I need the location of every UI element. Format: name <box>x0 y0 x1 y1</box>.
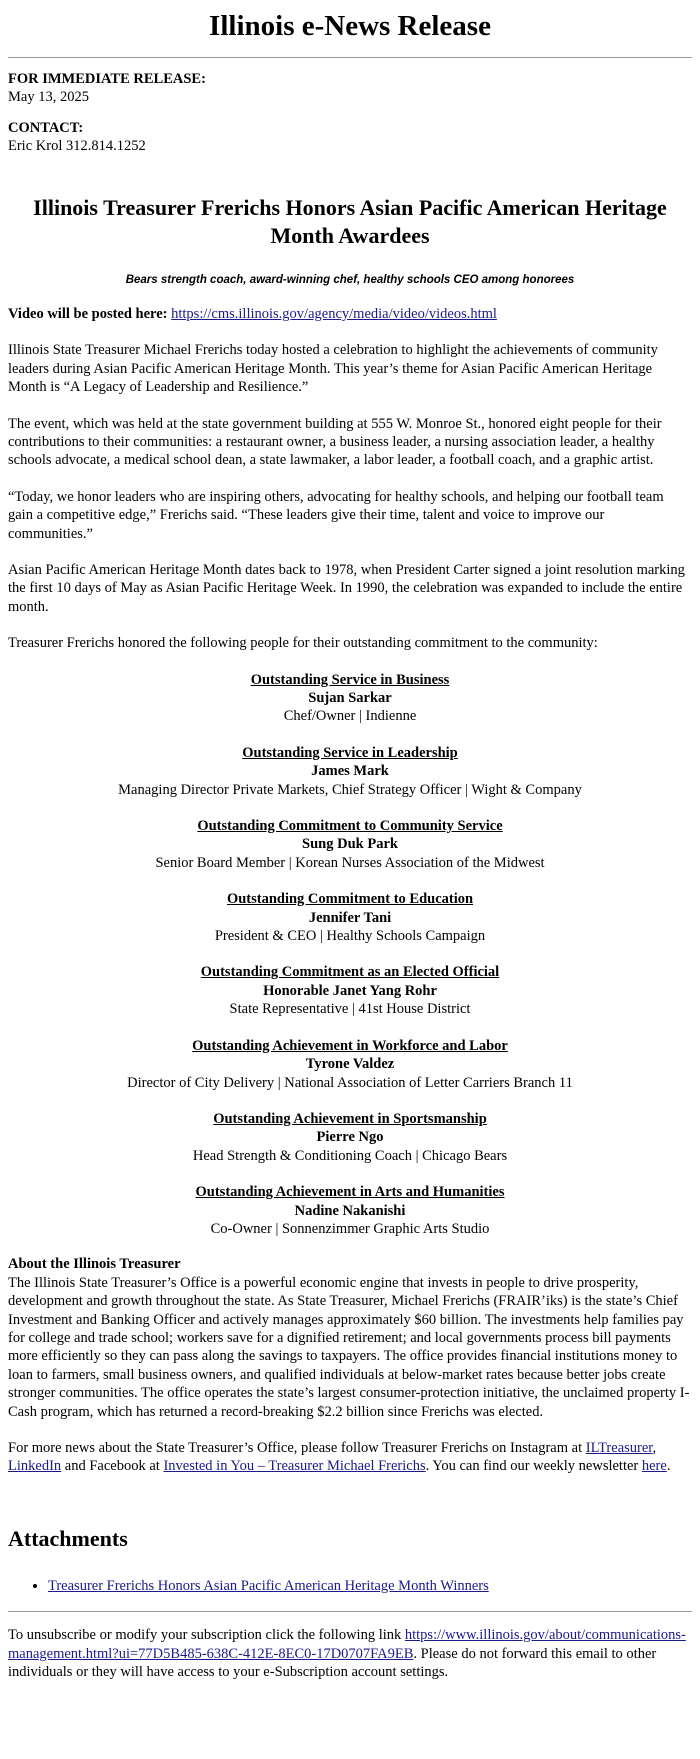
award-item <box>8 963 692 1018</box>
award-category: Outstanding Achievement in Sportsmanship <box>213 1110 487 1127</box>
award-category: Outstanding Achievement in Arts and Humanities <box>195 1184 505 1201</box>
unsubscribe-link[interactable]: https://www.illinois.gov/about/communications-management.html?ui=77D5B485-638C-412E-8EC0-17D0707FA9EB <box>8 1627 686 1662</box>
footer-intro: To unsubscribe or modify your subscription click the following link <box>8 1627 405 1644</box>
award-title: Head Strength & Conditioning Coach | Chicago Bears <box>192 1147 508 1164</box>
paragraph-event: The event, which was held at the state government building at 555 W. Monroe St., honored eight people for their contributions to their communities: a restaurant owner, a business leader, a nursing association leader, a healthy schools advocate, a medical school dean, a state lawmaker, a labor leader, a football coach, and a graphic artist. <box>8 415 662 469</box>
award-title: Managing Director Private Markets, Chief Strategy Officer | Wight & Company <box>118 781 582 798</box>
linkedin-link[interactable]: LinkedIn <box>8 1458 62 1475</box>
follow-text: . You can find our weekly newsletter <box>425 1458 642 1475</box>
facebook-link[interactable]: Invested in You – Treasurer Michael Frerichs <box>163 1458 426 1475</box>
award-item <box>8 890 692 945</box>
headline: Illinois Treasurer Frerichs Honors Asian Pacific American Heritage Month Awardees <box>33 195 667 249</box>
award-title: State Representative | 41st House District <box>229 1001 471 1018</box>
award-category: Outstanding Commitment to Education <box>226 891 474 908</box>
contact-label: CONTACT: <box>8 119 84 136</box>
paragraph-history: Asian Pacific American Heritage Month dates back to 1978, when President Carter signed a joint resolution marking the first 10 days of May as Asian Pacific Heritage Week. In 1990, the celebration was expanded to include the entire month. <box>8 561 685 615</box>
footer-divider <box>8 1611 692 1612</box>
about-heading: About the Illinois Treasurer <box>8 1256 181 1273</box>
video-link[interactable]: https://cms.illinois.gov/agency/media/video/videos.html <box>171 305 497 322</box>
award-title: Director of City Delivery | National Association of Letter Carriers Branch 11 <box>127 1074 573 1091</box>
award-item <box>8 671 692 726</box>
masthead-title: Illinois e-News Release <box>8 0 692 58</box>
award-category: Outstanding Achievement in Workforce and Labor <box>192 1037 508 1054</box>
award-name: Sung Duk Park <box>302 836 398 853</box>
contact-info <box>8 119 692 156</box>
award-name: Sujan Sarkar <box>308 690 392 707</box>
award-name: Jennifer Tani <box>308 909 392 926</box>
award-item <box>8 744 692 799</box>
award-item <box>8 1037 692 1092</box>
award-name: Nadine Nakanishi <box>294 1202 406 1219</box>
footer-notice: . Please do not forward this email to other individuals or they will have access to your e-Subscription account settings. <box>8 1645 657 1680</box>
newsletter-link[interactable]: here <box>641 1458 667 1475</box>
release-label: FOR IMMEDIATE RELEASE: <box>8 70 206 87</box>
release-info <box>8 70 692 107</box>
award-category: Outstanding Service in Business <box>250 671 450 688</box>
award-item <box>8 1110 692 1165</box>
award-category: Outstanding Commitment as an Elected Official <box>200 964 500 981</box>
follow-text: For more news about the State Treasurer’s Office, please follow Treasurer Frerichs on Instagram at <box>8 1440 586 1457</box>
about-section <box>8 1255 692 1421</box>
about-body: The Illinois State Treasurer’s Office is a powerful economic engine that invests in people to drive prosperity, development and growth throughout the state. As State Treasurer, Michael Frerichs (FRAIR’iks) is the state’s Chief Investment and Banking Officer and actively manages approximately $60 billion. The investments help families pay for college and trade school; workers save for a dignified retirement; and local governments process bill payments more efficiently so they can pass along the savings to taxpayers. The office provides financial institutions money to loan to farmers, small business owners, and qualified individuals at below-market rates because better jobs create stronger communities. The office operates the state’s largest consumer-protection initiative, the unclaimed property I-Cash program, which has returned a record-breaking $2.2 billion since Frerichs was elected. <box>8 1274 690 1420</box>
video-label: Video will be posted here: <box>8 305 168 322</box>
award-category: Outstanding Service in Leadership <box>242 744 458 761</box>
paragraph-intro: Illinois State Treasurer Michael Frerichs today hosted a celebration to highlight the achievements of community leaders during Asian Pacific American Heritage Month. This year’s theme for Asian Pacific American Heritage Month is “A Legacy of Leadership and Resilience.” <box>8 342 658 396</box>
award-name: James Mark <box>311 763 389 780</box>
contact-value: Eric Krol 312.814.1252 <box>8 138 146 155</box>
award-title: Co-Owner | Sonnenzimmer Graphic Arts Studio <box>210 1220 490 1237</box>
attachments-list <box>8 1577 692 1595</box>
attachment-item <box>48 1577 692 1595</box>
paragraph-quote: “Today, we honor leaders who are inspiring others, advocating for healthy schools, and helping our football team gain a competitive edge,” Frerichs said. “These leaders give their time, talent and voice to improve our communities.” <box>8 488 664 542</box>
award-item <box>8 817 692 872</box>
award-name: Pierre Ngo <box>316 1129 384 1146</box>
attachment-link[interactable]: Treasurer Frerichs Honors Asian Pacific American Heritage Month Winners <box>48 1577 489 1594</box>
awards-list <box>8 671 692 1239</box>
follow-text: and Facebook at <box>61 1458 164 1475</box>
follow-text: . <box>666 1458 671 1475</box>
subheadline: Bears strength coach, award-winning chef, healthy schools CEO among honorees <box>125 274 575 287</box>
award-title: Chef/Owner | Indienne <box>283 708 417 725</box>
award-name: Tyrone Valdez <box>305 1056 395 1073</box>
award-title: President & CEO | Healthy Schools Campaign <box>214 928 486 945</box>
award-category: Outstanding Commitment to Community Service <box>197 818 503 835</box>
video-line <box>8 305 692 323</box>
award-title: Senior Board Member | Korean Nurses Association of the Midwest <box>155 854 545 871</box>
attachments-heading: Attachments <box>8 1525 128 1551</box>
award-item <box>8 1183 692 1238</box>
release-date: May 13, 2025 <box>8 89 89 106</box>
follow-paragraph <box>8 1439 692 1476</box>
award-name: Honorable Janet Yang Rohr <box>263 982 437 999</box>
follow-separator: , <box>652 1440 657 1457</box>
instagram-link[interactable]: ILTreasurer <box>585 1440 653 1457</box>
paragraph-honorees-intro: Treasurer Frerichs honored the following people for their outstanding commitment to the community: <box>8 635 598 652</box>
footer-text <box>8 1626 692 1689</box>
